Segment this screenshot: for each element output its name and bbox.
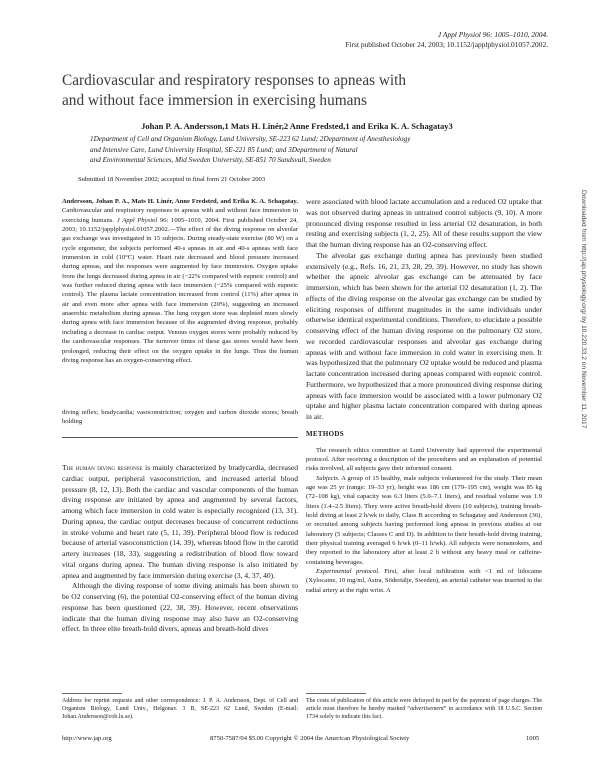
abstract-citation-title: Cardiovascular and respiratory responses to apneas with and without face immersion in exercising humans.	[62, 207, 298, 224]
abstract-text: 96: 1005–1010, 2004. First published October 24, 2003; 10.1152/japplphysiol.01057.2002.—The effect of the diving response on alveolar gas exchange was investigated in 15 subjects. During steady-state exercise (80 W) on a cycle ergometer, the subjects performed 40-s apneas in air and 40-s apneas with face immersion in cold (10°C) water. Heart rate decreased and blood pressure increased during apneas, and the responses were augmented by face immersion. Oxygen uptake from the lungs decreased during apnea in air (−22% compared with eupneic control) and was further reduced during apnea with face immersion (−25% compared with eupneic control). The plasma lactate concentration increased from control (11%) after apnea in air and even more after apnea with face immersion (20%), suggesting an increased anaerobic metabolism during apneas. The lung oxygen store was depleted more slowly during apnea with face immersion because of the augmented diving response, probably including a decrease in cardiac output. Venous oxygen stores were probably reduced by the cardiovascular responses. The turnover times of these gas stores would have been prolonged, reducing their effect on the oxygen uptake in the lungs. Thus the human diving response has an oxygen-conserving effect.	[62, 216, 298, 364]
download-watermark-text: Downloaded from http://jap.physiology.org/ by 10.220.33.2 on November 11, 2017	[580, 190, 587, 429]
abstract	[62, 197, 298, 365]
journal-citation: J Appl Physiol 96: 1005–1010, 2004.	[437, 30, 548, 39]
submission-dates: Submitted 18 November 2002; accepted in final form 21 October 2003	[78, 176, 266, 183]
journal-reference	[345, 30, 548, 50]
methods-paragraph-2	[306, 474, 542, 567]
protocol-lead: Experimental protocol.	[316, 567, 380, 575]
footnote-charges	[306, 697, 542, 721]
page-number: 1005	[526, 735, 540, 742]
footnote-rule-right	[306, 693, 366, 694]
right-paragraph-2: The alveolar gas exchange during apnea has previously been studied extensively (e.g., Refs. 16, 21, 23, 28, 29, 39). However, no study has shown whether the apneic alveolar gas exchange can be attenuated by face immersion, which has been shown for the arterial O2 desaturation (1, 2). The effects of the diving response on the alveolar gas exchange can be studied by eliciting responses of different magnitudes in the same individuals under otherwise identical experimental conditions. Therefore, to elucidate a possible conserving effect of the human diving response on the pulmonary O2 store, we recorded cardiovascular responses and alveolar gas exchange during apneas with and without face immersion in cold water in exercising men. It was hypothesized that the pulmonary O2 uptake would be reduced and plasma lactate concentration increased during apneas compared with eupneic control. Furthermore, we hypothesized that a more pronounced diving response during apneas with face immersion would be associated with a lower pulmonary O2 uptake and higher plasma lactate concentration compared with during apneas in air.	[306, 250, 542, 421]
intro-lead: The human diving response	[62, 463, 143, 472]
author-list: Johan P. A. Andersson,1 Mats H. Linér,2 Anne Fredsted,1 and Erika K. A. Schagatay3	[141, 121, 453, 131]
intro-paragraph-2: Although the diving response of some diving animals has been shown to be O2 conserving (6), the potential O2-conserving effect of the human diving response has been questioned (22, 38, 39). However, recent observations indicate that the human diving response may also have an O2-conserving effect. In three elite breath-hold divers, apneas and breath-hold dives	[62, 581, 298, 634]
title-line-2: and without face immersion in exercising humans	[62, 92, 368, 109]
footnote-charges-a: The costs of publication of this article were defrayed in part by the payment of page charges. The article must therefore be hereby marked “	[306, 698, 542, 712]
intro-paragraph-1	[62, 463, 298, 581]
journal-doi: First published October 24, 2003; 10.1152/japplphysiol.01057.2002.	[345, 40, 548, 49]
abstract-journal: J Appl Physiol	[116, 216, 158, 224]
right-paragraph-1: were associated with blood lactate accumulation and a reduced O2 uptake that was not observed during apneas in untrained control subjects (9, 10). A more pronounced diving response resulted in less arterial O2 desaturation, in both resting and exercising subjects (1, 2, 25). All of these results support the view that the human diving response has an O2-conserving effect.	[306, 197, 542, 249]
footnote-advertisement: advertisement	[410, 706, 444, 712]
protocol-text: First, after local infiltration with <1 ml of lidocaine (Xylocaine, 10 mg/ml, Astra, Södertälje, Sweden), an arterial catheter was inserted in the radial artery at the right wrist. A	[306, 567, 543, 594]
methods-text	[306, 446, 542, 596]
footnote-correspondence: Address for reprint requests and other correspondence: J. P. A. Andersson, Dept. of Cell and Organism Biology, Lund Univ., Helgonav. 3 B, SE-223 62 Lund, Sweden (E-mail: Johan.Andersson@cob.lu.se).	[62, 698, 298, 720]
affiliation-line-2: and Intensive Care, Lund University Hospital, SE-221 85 Lund; and 3Department of Natural	[90, 145, 358, 154]
article-title	[62, 71, 542, 111]
title-line-1: Cardiovascular and respiratory responses to apneas with	[62, 72, 407, 89]
journal-url[interactable]: http://www.jap.org	[62, 735, 112, 742]
subjects-lead: Subjects.	[316, 474, 340, 482]
footnote-rule-left	[62, 693, 122, 694]
keywords: diving reflex; bradycardia; vasoconstriction; oxygen and carbon dioxide stores; breath holding	[62, 409, 298, 426]
copyright-line: 8750-7587/04 $5.00 Copyright © 2004 the American Physiological Society	[210, 735, 410, 742]
affiliation-line-3: and Environmental Sciences, Mid Sweden University, SE-851 70 Sundsvall, Sweden	[90, 156, 331, 165]
subjects-text: A group of 15 healthy, male subjects volunteered for the study. Their mean age was 25 yr (range: 19–33 yr), height was 186 cm (179–195 cm), weight was 85 kg (72–108 kg), vital capacity was 6.3 liters (5.0–7.1 liters), and residual volume was 1.9 liters (1.4–2.5 liters). They were active breath-hold divers (10 subjects), training breath-hold diving at least 2 h/wk to daily, Class B according to Schagatay and Andersson (36), or recruited among subjects having performed long apneas in previous studies at our laboratory (5 subjects; Classes C and D). In addition to their breath-hold diving training, their physical training averaged 6 h/wk (0–11 h/wk). All subjects were nonsmokers, and they reported to the laboratory after at least 2 h without any heavy meal or caffeine-containing beverages.	[306, 474, 542, 566]
introduction	[62, 463, 298, 635]
methods-heading: METHODS	[306, 429, 344, 438]
methods-paragraph-1: The research ethics committee at Lund University had approved the experimental protocol. After receiving a description of the procedures and an explanation of potential risks involved, all subjects gave their informed consent.	[306, 446, 542, 473]
intro-p1-text: is mainly characterized by bradycardia, decreased cardiac output, peripheral vasoconstriction, and increased arterial blood pressure (8, 12, 13). Both the cardiac and vascular components of the human diving response are initiated by apnea and augmented by several factors, among which face immersion in cold water is especially recognized (13, 31). During apnea, the cardiac output decreases because of concurrent reductions in stroke volume and heart rate (5, 11, 39). Peripheral blood flow is reduced because of arterial vasoconstriction (14, 39), whereas blood flow in the carotid artery increases (18, 33), suggesting a redistribution of blood flow toward vital organs during apnea. The human diving response is also initiated by apnea and augmented by face immersion during exercise (3, 4, 37, 40).	[62, 463, 298, 580]
affiliations	[90, 134, 530, 166]
footnote-charges-b: ” in accordance with 18 U.S.C. Section 1734 solely to indicate this fact.	[306, 706, 542, 720]
download-watermark	[578, 190, 588, 580]
methods-paragraph-3	[306, 567, 542, 595]
section-divider	[62, 437, 298, 438]
abstract-citation-authors: Andersson, Johan P. A., Mats H. Linér, Anne Fredsted, and Erika K. A. Schagatay.	[62, 198, 298, 205]
affiliation-line-1: 1Department of Cell and Organism Biology, Lund University, SE-223 62 Lund; 2Department of Anesthesiology	[90, 135, 411, 143]
right-column	[306, 197, 542, 595]
